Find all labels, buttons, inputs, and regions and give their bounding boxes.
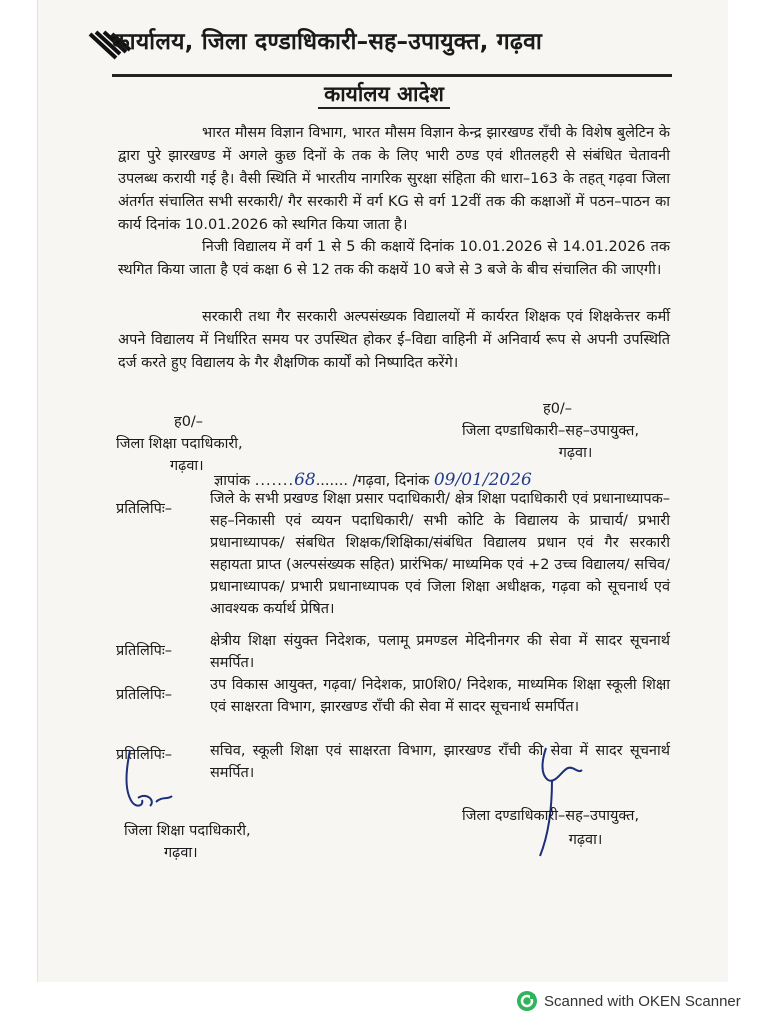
footer-right-block: [462, 804, 639, 852]
copy-label-2: प्रतिलिपिः–: [116, 643, 173, 659]
copy-text-4: सचिव, स्कूली शिक्षा एवं साक्षरता विभाग, झारखण्ड राँची की सेवा में सादर सूचनार्थ समर्पित।: [210, 743, 670, 781]
copy-text-2: क्षेत्रीय शिक्षा संयुक्त निदेशक, पलामू प्रमण्डल मेदिनीनगर की सेवा में सादर सूचनार्थ समर्पित।: [210, 633, 670, 671]
memo-line: ज्ञापांक .......68....... /गढ़वा, दिनांक 09/01/2026: [214, 470, 532, 490]
footer-left-block: [124, 820, 251, 864]
memo-mid: /गढ़वा, दिनांक: [352, 473, 430, 489]
memo-prefix: ज्ञापांक: [214, 473, 251, 489]
order-title: [0, 80, 768, 108]
scanner-watermark-text: Scanned with OKEN Scanner: [544, 992, 741, 1010]
oken-scanner-icon: [516, 990, 538, 1012]
memo-number: 68: [294, 470, 316, 490]
footer-right-place: गढ़वा।: [568, 832, 603, 848]
right-sd: ह0/–: [543, 401, 573, 417]
copy-label-1: प्रतिलिपिः–: [116, 501, 173, 517]
right-designation: जिला दण्डाधिकारी–सह–उपायुक्त,: [462, 423, 640, 439]
copy-label-3: प्रतिलिपिः–: [116, 687, 173, 703]
paragraph-1: भारत मौसम विज्ञान विभाग, भारत मौसम विज्ञान केन्द्र झारखण्ड राँची के विशेष बुलेटिन के द्वारा पुरे झारखण्ड में अगले कुछ दिनों के तक के लिए भारी ठण्ड एवं शीतलहरी से संबंधित चेतावनी उपलब्ध करायी गई है। वैसी स्थिति में भारतीय नागरिक सुरक्षा संहिता की धारा–163 के तहत् गढ़वा जिला अंतर्गत संचालित सभी सरकारी/ गैर सरकारी में वर्ग KG से वर्ग 12वीं तक की कक्षाओं में पठन–पाठन का कार्य दिनांक 10.01.2026 को स्थगित किया जाता है।: [118, 125, 670, 233]
copy-text-1: जिले के सभी प्रखण्ड शिक्षा प्रसार पदाधिकारी/ क्षेत्र शिक्षा पदाधिकारी एवं प्रधानाध्यापक–सह–निकासी एवं व्ययन पदाधिकारी/ सभी कोटि के विद्यालय के प्राचार्य/ प्रभारी प्रधानाध्यापक/ संबधित शिक्षक/शिक्षिका/संबंधित विद्यालय प्रधान एवं गैर सरकारी सहायता प्राप्त (अल्पसंख्यक सहित) प्रारंभिक/ माध्यमिक एवं +2 उच्च विद्यालय/ सचिव/ प्रधानाध्यापक/ प्रभारी प्रधानाध्यापक एवं जिला शिक्षा अधीक्षक, गढ़वा को सूचनार्थ एवं आवश्यक कर्यार्थ प्रेषित।: [210, 491, 670, 617]
footer-left-place: गढ़वा।: [164, 845, 198, 861]
page-margin: [728, 0, 768, 982]
footer-right-designation: जिला दण्डाधिकारी–सह–उपायुक्त,: [462, 808, 640, 824]
order-title-text: कार्यालय आदेश: [318, 82, 450, 109]
left-signature-ink: [112, 740, 192, 830]
right-place: गढ़वा।: [558, 445, 593, 461]
copy-text-3: उप विकास आयुक्त, गढ़वा/ निदेशक, प्रा0शि0/ निदेशक, माध्यमिक शिक्षा स्कूली शिक्षा एवं साक्षरता विभाग, झारखण्ड राँची की सेवा में सादर सूचनार्थ समर्पित।: [210, 677, 670, 715]
paragraph-3: सरकारी तथा गैर सरकारी अल्पसंख्यक विद्यालयों में कार्यरत शिक्षक एवं शिक्षकेत्तर कर्मी अपने विद्यालय में निर्धारित समय पर उपस्थित होकर ई–विद्या वाहिनी में अनिवार्य रूप से अपनी उपस्थिति दर्ज करते हुए विद्यालय के गैर शैक्षणिक कार्यों को निष्पादित करेंगे।: [118, 309, 670, 371]
copy-label-4: प्रतिलिपिः–: [116, 747, 173, 763]
right-signature-block: [462, 398, 639, 464]
left-sd: ह0/–: [174, 414, 204, 430]
left-place: गढ़वा।: [170, 458, 204, 474]
left-signature-block: [116, 411, 243, 477]
office-title: कार्यालय, जिला दण्डाधिकारी–सह–उपायुक्त, गढ़वा: [112, 29, 543, 55]
paragraph-2: निजी विद्यालय में वर्ग 1 से 5 की कक्षायें दिनांक 10.01.2026 से 14.01.2026 तक स्थगित किया जाता है एवं कक्षा 6 से 12 तक की कक्षयें 10 बजे से 3 बजे के बीच संचालित की जाएगी।: [118, 239, 670, 278]
footer-left-designation: जिला शिक्षा पदाधिकारी,: [124, 823, 251, 839]
header-divider: [112, 74, 672, 77]
memo-date: 09/01/2026: [433, 470, 532, 490]
scanner-watermark: [516, 990, 741, 1012]
left-designation: जिला शिक्षा पदाधिकारी,: [116, 436, 243, 452]
